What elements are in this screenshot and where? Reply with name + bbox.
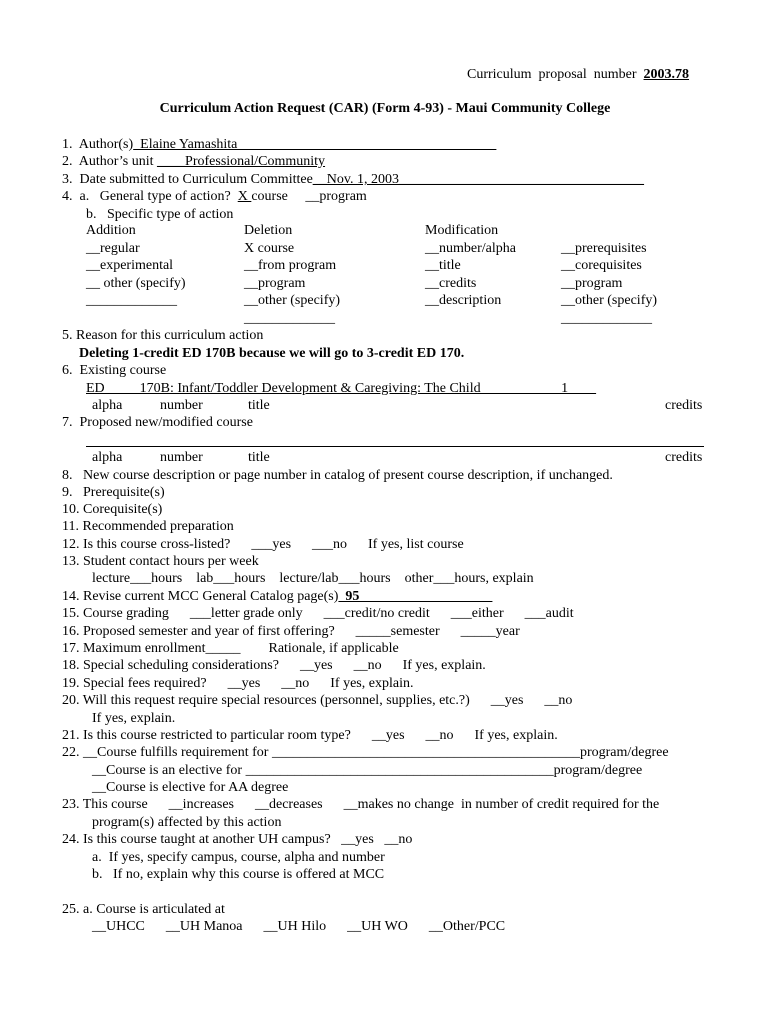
addition-col-3: __ other (specify) bbox=[86, 276, 186, 291]
item-15: 15. Course grading ___letter grade only ___credit/no credit ___either ___audit bbox=[62, 606, 574, 621]
item-8: 8. New course description or page number in catalog of present course description, if unchanged. bbox=[62, 468, 613, 483]
proposal-number-label: Curriculum proposal number bbox=[467, 67, 637, 82]
item-23-line2: program(s) affected by this action bbox=[92, 815, 282, 830]
item-11: 11. Recommended preparation bbox=[62, 519, 234, 534]
item-19: 19. Special fees required? __yes __no If yes, explain. bbox=[62, 676, 414, 691]
modification-col-1: __number/alpha bbox=[425, 241, 516, 256]
modification2-col-0: __prerequisites bbox=[561, 241, 647, 256]
proposal-number-line bbox=[467, 67, 689, 83]
modification2-col-4: _____________ bbox=[561, 311, 652, 326]
item-10: 10. Corequisite(s) bbox=[62, 502, 163, 517]
deletion-col-3: __program bbox=[244, 276, 306, 291]
item-24a: a. If yes, specify campus, course, alpha and number bbox=[92, 850, 385, 865]
modification-col-3: __credits bbox=[425, 276, 477, 291]
addition-col-2: __experimental bbox=[86, 258, 174, 273]
proposed-alpha-label: alpha bbox=[92, 450, 123, 465]
item-20: 20. Will this request require special resources (personnel, supplies, etc.?) __yes __no bbox=[62, 693, 573, 708]
proposed-credits-label: credits bbox=[665, 450, 703, 465]
item-5: 5. Reason for this curriculum action bbox=[62, 328, 264, 343]
addition-col-0: Addition bbox=[86, 223, 136, 238]
proposed-course-line bbox=[86, 446, 704, 447]
item-22-elective: __Course is an elective for ____________________________________________program/degree bbox=[92, 763, 643, 778]
existing-credits-label: credits bbox=[665, 398, 703, 413]
item-17: 17. Maximum enrollment_____ Rationale, if applicable bbox=[62, 641, 399, 656]
item-13: 13. Student contact hours per week bbox=[62, 554, 259, 569]
item-2: 2. Author’s unit ____Professional/Community bbox=[62, 154, 326, 169]
deletion-col-1: X course bbox=[244, 241, 295, 256]
item-24: 24. Is this course taught at another UH campus? __yes __no bbox=[62, 832, 413, 847]
item-24b: b. If no, explain why this course is offered at MCC bbox=[92, 867, 385, 882]
item-13-hours: lecture___hours lab___hours lecture/lab___hours other___hours, explain bbox=[92, 571, 534, 586]
date-submitted-value: __Nov. 1, 2003___________________________________ bbox=[312, 172, 644, 187]
proposed-number-label: number bbox=[160, 450, 203, 465]
modification-col-4: __description bbox=[425, 293, 502, 308]
proposal-number-value: 2003.78 bbox=[643, 67, 690, 82]
item-20-explain: If yes, explain. bbox=[92, 711, 176, 726]
item-1: 1. Author(s) Elaine Yamashita bbox=[62, 137, 497, 152]
reason-value: Deleting 1-credit ED 170B because we will go to 3-credit ED 170. bbox=[79, 346, 465, 361]
item-3: 3. Date submitted to Curriculum Committee__Nov. 1, 2003___________________________________ bbox=[62, 172, 644, 187]
item-4b: b. Specific type of action bbox=[86, 207, 234, 222]
item-23: 23. This course __increases __decreases __makes no change in number of credit required for the bbox=[62, 797, 660, 812]
deletion-col-0: Deletion bbox=[244, 223, 293, 238]
item-22-aa: __Course is elective for AA degree bbox=[92, 780, 289, 795]
proposed-title-label: title bbox=[248, 450, 270, 465]
addition-col-4: _____________ bbox=[86, 293, 177, 308]
author-unit-value: ____Professional/Community bbox=[157, 154, 326, 169]
item-6: 6. Existing course bbox=[62, 363, 167, 378]
item-22: 22. __Course fulfills requirement for ____________________________________________program/degree bbox=[62, 745, 669, 760]
item-21: 21. Is this course restricted to particular room type? __yes __no If yes, explain. bbox=[62, 728, 558, 743]
modification2-col-3: __other (specify) bbox=[561, 293, 658, 308]
form-title: Curriculum Action Request (CAR) (Form 4-93) - Maui Community College bbox=[159, 101, 611, 116]
modification2-col-2: __program bbox=[561, 276, 623, 291]
item-16: 16. Proposed semester and year of first offering? _____semester _____year bbox=[62, 624, 520, 639]
modification2-col-1: __corequisites bbox=[561, 258, 642, 273]
item-25: 25. a. Course is articulated at bbox=[62, 902, 225, 917]
deletion-col-5: _____________ bbox=[244, 311, 335, 326]
existing-course-value: ED 170B: Infant/Toddler Development & Caregiving: The Child 1 bbox=[86, 381, 597, 396]
deletion-col-2: __from program bbox=[244, 258, 337, 273]
item-9: 9. Prerequisite(s) bbox=[62, 485, 165, 500]
author-value: Elaine Yamashita bbox=[133, 137, 497, 152]
existing-alpha-label: alpha bbox=[92, 398, 123, 413]
modification-col-0: Modification bbox=[425, 223, 499, 238]
deletion-col-4: __other (specify) bbox=[244, 293, 341, 308]
item-14: 14. Revise current MCC General Catalog page(s) 95 bbox=[62, 589, 493, 604]
existing-title-label: title bbox=[248, 398, 270, 413]
existing-number-label: number bbox=[160, 398, 203, 413]
item-7: 7. Proposed new/modified course bbox=[62, 415, 253, 430]
item-4a: 4. a. General type of action? X course __program bbox=[62, 189, 367, 204]
item-12: 12. Is this course cross-listed? ___yes ___no If yes, list course bbox=[62, 537, 464, 552]
addition-col-1: __regular bbox=[86, 241, 140, 256]
item-25-options: __UHCC __UH Manoa __UH Hilo __UH WO __Other/PCC bbox=[92, 919, 506, 934]
modification-col-2: __title bbox=[425, 258, 461, 273]
catalog-page-value: 95 bbox=[338, 589, 493, 604]
item-18: 18. Special scheduling considerations? __yes __no If yes, explain. bbox=[62, 658, 486, 673]
